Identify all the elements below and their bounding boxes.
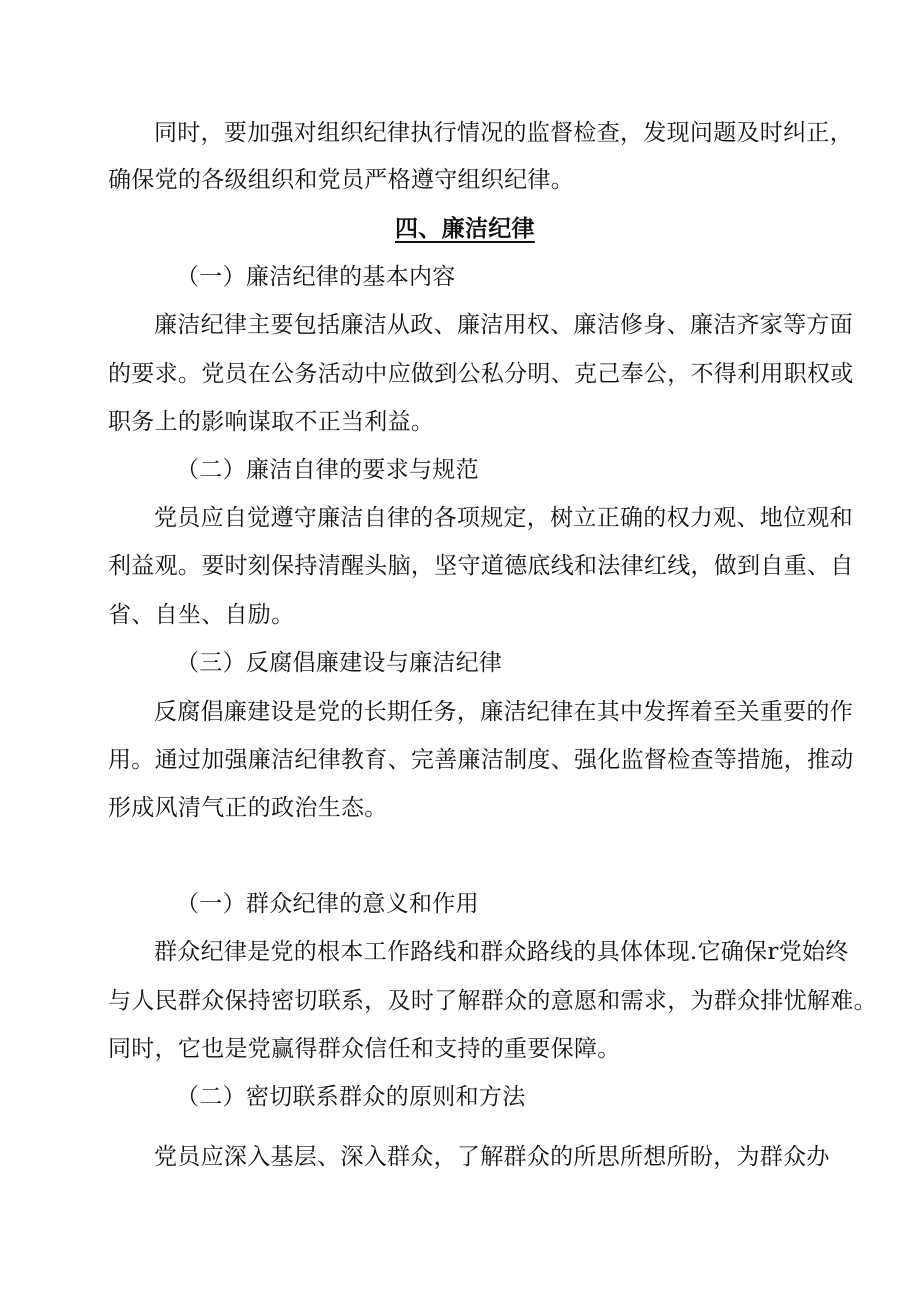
subsection-heading: （二）密切联系群众的原则和方法 [176,1084,526,1110]
paragraph-line: 群众纪律是党的根本工作路线和群众路线的具体体现.它确保r党始终 [154,939,849,965]
paragraph-line: 的要求。党员在公务活动中应做到公私分明、克己奉公，不得利用职权或 [108,361,854,387]
paragraph-line: 同时，它也是党赢得群众信任和支持的重要保障。 [108,1036,621,1062]
paragraph-line: 确保党的各级组织和党员严格遵守组织纪律。 [108,167,574,193]
paragraph-line: 形成风清气正的政治生态。 [108,795,388,821]
paragraph-line: 党员应深入基层、深入群众，了解群众的所思所想所盼，为群众办 [154,1144,830,1170]
paragraph-line: 与人民群众保持密切联系，及时了解群众的意愿和需求，为群众排忧解难。 [108,988,877,1014]
section-title: 四、廉洁纪律 [395,215,535,242]
paragraph-line: 用。通过加强廉洁纪律教育、完善廉洁制度、强化监督检查等措施，推动 [108,747,854,773]
subsection-heading: （三）反腐倡廉建设与廉洁纪律 [176,650,503,676]
subsection-heading: （一）群众纪律的意义和作用 [176,891,479,917]
paragraph-line: 党员应自觉遵守廉洁自律的各项规定，树立正确的权力观、地位观和 [154,505,853,531]
paragraph-line: 省、自坐、自励。 [108,602,295,628]
subsection-heading: （二）廉洁自律的要求与规范 [176,457,479,483]
paragraph-line: 廉洁纪律主要包括廉洁从政、廉洁用权、廉洁修身、廉洁齐家等方面 [154,312,853,338]
paragraph-line: 职务上的影响谋取不正当利益。 [108,409,435,435]
paragraph-line: 同时，要加强对组织纪律执行情况的监督检查，发现问题及时纠正， [154,120,853,146]
subsection-heading: （一）廉洁纪律的基本内容 [176,264,456,290]
paragraph-line: 利益观。要时刻保持清醒头脑，坚守道德底线和法律红线，做到自重、自 [108,553,854,579]
paragraph-line: 反腐倡廉建设是党的长期任务，廉洁纪律在其中发挥着至关重要的作 [154,699,853,725]
